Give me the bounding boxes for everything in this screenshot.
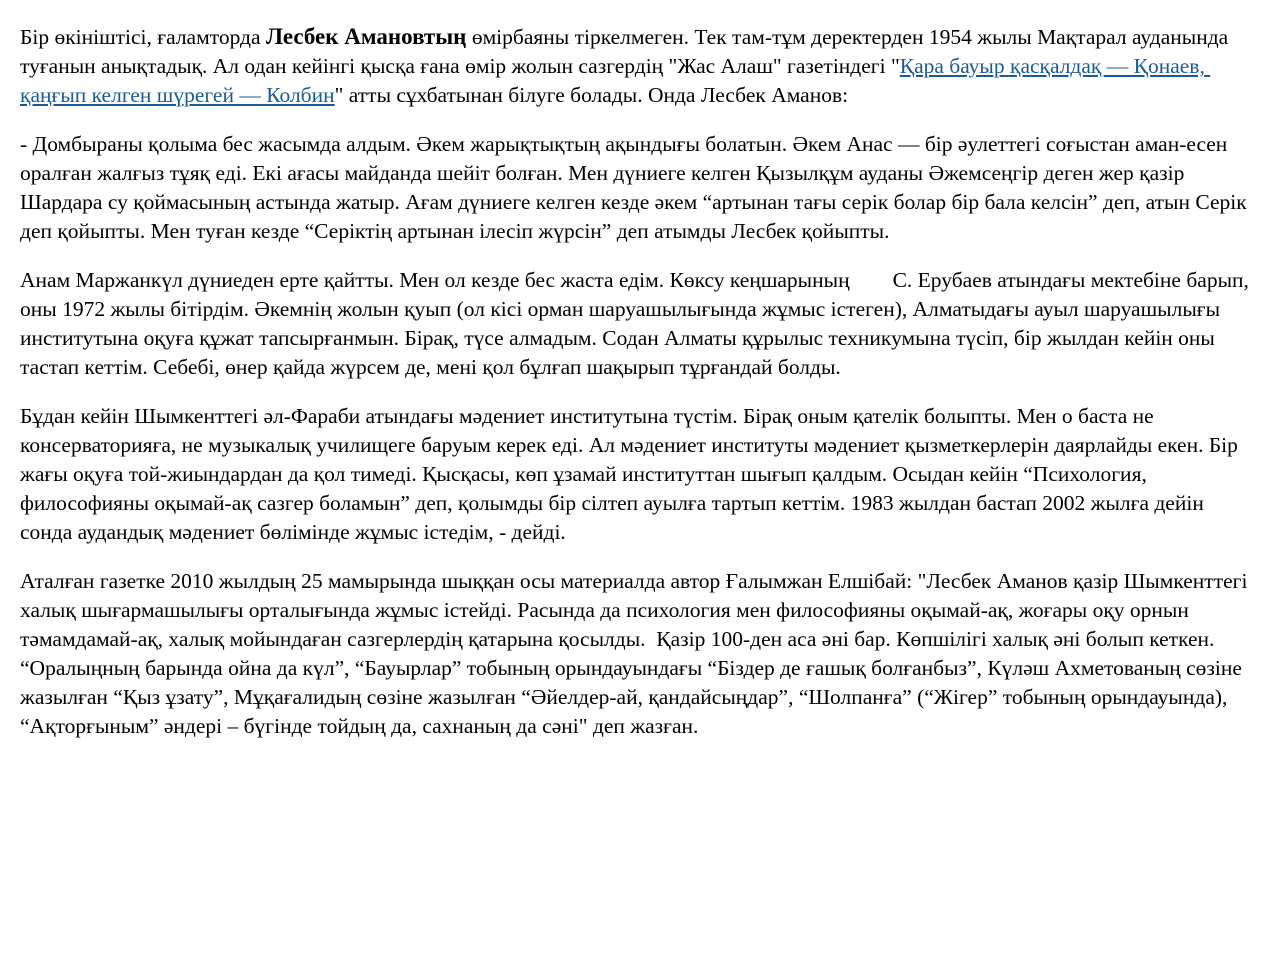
paragraph-newspaper-quote: Аталған газетке 2010 жылдың 25 мамырында шыққан осы материалда автор Ғалымжан Елшібай: "Лесбек Аманов қазір Шымкенттегі халық шығармашылығы орталығында жұмыс істейді. Расында да психология мен философияны оқымай-ақ, жоғары оқу орнын тәмамдамай-ақ, халық мойындаған сазгерлердің қатарына қосылды. Қазір 100-ден аса әні бар. Көпшілігі халық әні болып кеткен. “Оралыңның барында ойна да күл”, “Бауырлар” тобының орындауындағы “Біздер де ғашық болғанбыз”, Күләш Ахметованың сөзіне жазылған “Қыз ұзату”, Мұқағалидың сөзіне жазылған “Әйелдер-ай, қандайсыңдар”, “Шолпанға” (“Жігер” тобының орындауында), “Ақторғыным” әндері – бүгінде тойдың да, сахнаның да сәні" деп жазған.: [20, 569, 1253, 738]
intro-text-after-link: " атты сұхбатынан білуге болады. Онда Лесбек Аманов:: [334, 83, 849, 107]
interview-article-link[interactable]: Қара бауыр қасқалдақ — Қонаев, қаңғып келген шүрегей — Колбин: [20, 54, 1211, 107]
intro-text-before-name: Бір өкініштісі, ғаламторда: [20, 25, 266, 49]
intro-text-after-name: өмірбаяны тіркелмеген. Тек там-тұм деректерден 1954 жылы Мақтарал ауданында туғанын анықтадық. Ал одан кейінгі қысқа ғана өмір жолын сазгердің "Жас Алаш" газетіндегі ": [20, 25, 1239, 78]
paragraph-childhood: - Домбыраны қолыма бес жасымда алдым. Әкем жарықтықтың ақындығы болатын. Әкем Анас — бір әулеттегі соғыстан аман-есен оралған жалғыз тұяқ еді. Екі ағасы майданда шейіт болған. Мен дүниеге келген Қызылқұм ауданы Әжемсеңгір деген жер қазір Шардара су қоймасының астында жатыр. Ағам дүниеге келген кезде әкем “артынан тағы серік болар бір бала келсін” деп, атын Серік деп қойыпты. Мен туған кезде “Серіктің артынан ілесіп жүрсін” деп атымды Лесбек қойыпты.: [20, 132, 1253, 243]
subject-name-bold: Лесбек Амановтың: [265, 24, 467, 49]
paragraph-education: Анам Маржанкүл дүниеден ерте қайтты. Мен ол кезде бес жаста едім. Көксу кеңшарының С. Ерубаев атындағы мектебіне барып, оны 1972 жылы бітірдім. Әкемнің жолын қуып (ол кісі орман шаруашылығында жұмыс істеген), Алматыдағы ауыл шаруашылығы институтына оқуға құжат тапсырғанмын. Бірақ, түсе алмадым. Содан Алматы құрылыс техникумына түсіп, бір жылдан кейін оны тастап кеттім. Себебі, өнер қайда жүрсем де, мені қол бұлғап шақырып тұрғандай болды.: [20, 268, 1255, 379]
paragraph-institute: Бұдан кейін Шымкенттегі әл-Фараби атындағы мәдениет институтына түстім. Бірақ оным қателік болыпты. Мен о баста не консерваторияға, не музыкалық училищеге баруым керек еді. Ал мәдениет институты мәдениет қызметкерлерін даярлайды екен. Бір жағы оқуға той-жиындардан да қол тимеді. Қысқасы, көп ұзамай институттан шығып қалдым. Осыдан кейін “Психология, философияны оқымай-ақ сазгер боламын” деп, қолымды бір сілтеп ауылға тартып кеттім. 1983 жылдан бастап 2002 жылға дейін сонда аудандық мәдениет бөлімінде жұмыс істедім, - дейді.: [20, 404, 1244, 544]
paragraph-intro: [20, 22, 1260, 110]
